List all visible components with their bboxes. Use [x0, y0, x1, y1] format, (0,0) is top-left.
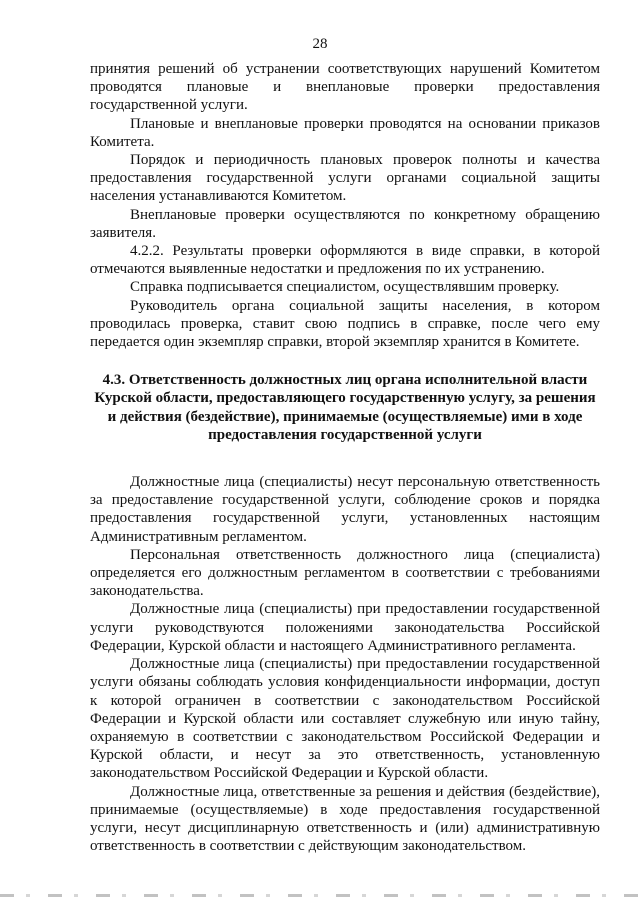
- paragraph: Должностные лица (специалисты) несут персональную ответственность за предоставление государственной услуги, соблюдение сроков и порядка предоставления государственной услуги, установленных настоящим Административным регламентом.: [90, 474, 600, 545]
- paragraph: 4.2.2. Результаты проверки оформляются в виде справки, в которой отмечаются выявленные недостатки и предложения по их устранению.: [90, 243, 600, 278]
- paragraph: Плановые и внеплановые проверки проводятся на основании приказов Комитета.: [90, 115, 600, 150]
- paragraph: принятия решений об устранении соответствующих нарушений Комитетом проводятся плановые и внеплановые проверки предоставления государственной услуги.: [90, 61, 600, 114]
- document-body: [90, 60, 600, 855]
- paragraph: Должностные лица (специалисты) при предоставлении государственной услуги руководствуются положениями законодательства Российской Федерации, Курской области и настоящего Административного регламента.: [90, 601, 600, 654]
- section-heading-4-3: 4.3. Ответственность должностных лиц органа исполнительной власти Курской области, предоставляющего государственную услугу, за решения и действия (бездействие), принимаемые (осуществляемые) ими в ходе предоставления государственной услуги: [94, 372, 596, 443]
- paragraph: Справка подписывается специалистом, осуществлявшим проверку.: [130, 279, 560, 296]
- paragraph: Внеплановые проверки осуществляются по конкретному обращению заявителя.: [90, 206, 600, 241]
- paragraph: Персональная ответственность должностного лица (специалиста) определяется его должностным регламентом в соответствии с требованиями законодательства.: [90, 546, 600, 600]
- paragraphs-after-section: [90, 473, 600, 855]
- paragraph: Руководитель органа социальной защиты населения, в котором проводилась проверка, ставит свою подпись в справке, после чего ему передается один экземпляр справки, второй экземпляр хранится в Комитете.: [90, 297, 600, 351]
- paragraph: Порядок и периодичность плановых проверок полноты и качества предоставления государственной услуги органами социальной защиты населения устанавливаются Комитетом.: [90, 152, 600, 205]
- page-number: 28: [312, 36, 328, 52]
- paragraph: Должностные лица (специалисты) при предоставлении государственной услуги обязаны соблюдать условия конфиденциальности информации, доступ к которой ограничен в соответствии с законодательством Российской Федерации и Курской области или составляет служебную или иную тайну, охраняемую в соответствии с законодательством Российской Федерации и Курской области, и несут за это ответственность, установленную законодательством Российской Федерации и Курской области.: [90, 656, 600, 782]
- paragraph: Должностные лица, ответственные за решения и действия (бездействие), принимаемые (осуществляемые) в ходе предоставления государственной услуги, несут дисциплинарную ответственность и (или) административную ответственность в соответствии с действующим законодательством.: [90, 783, 600, 855]
- paragraphs-before-section: [90, 60, 600, 351]
- scan-artifact-line: [0, 894, 640, 897]
